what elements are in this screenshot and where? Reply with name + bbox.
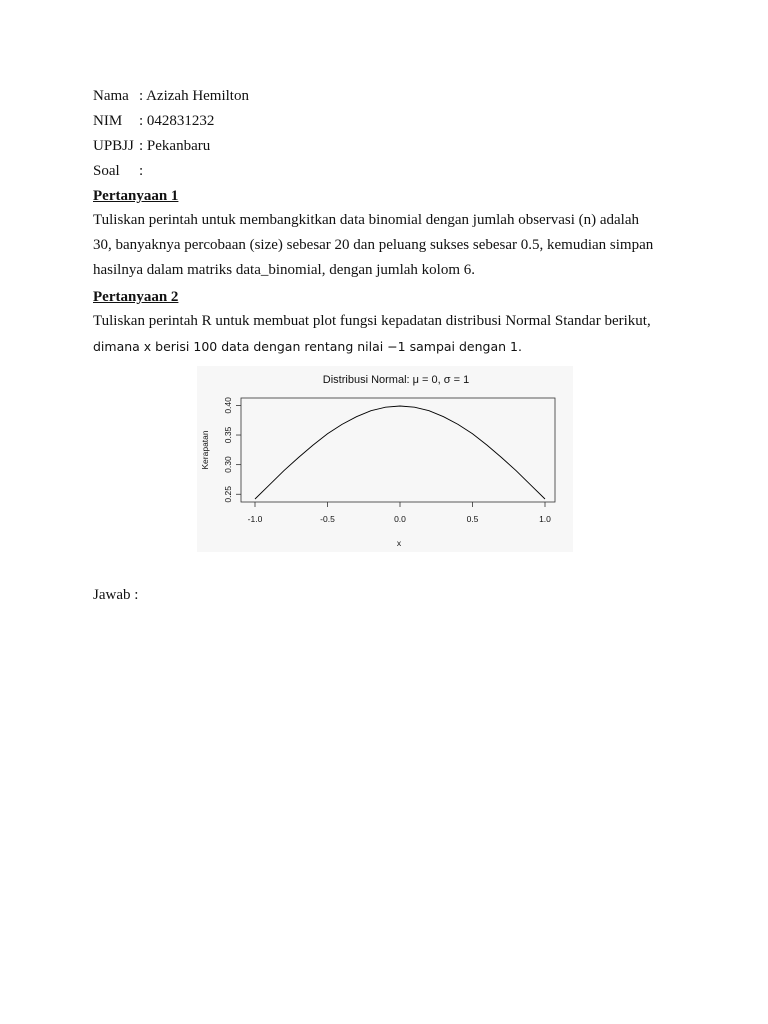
question-2-text: [93, 309, 675, 359]
nim-row: [93, 112, 214, 130]
x-axis-label: x: [396, 538, 402, 548]
question-1-line-3: hasilnya dalam matriks data_binomial, dengan jumlah kolom 6.: [93, 262, 476, 278]
x-tick-label: -1.0: [247, 514, 263, 524]
y-axis-label: Kerapatan: [200, 430, 210, 470]
question-2-heading: Pertanyaan 2: [93, 289, 179, 305]
upbjj-label: UPBJJ: [93, 138, 134, 154]
density-chart: [197, 366, 573, 552]
upbjj-value: : Pekanbaru: [139, 138, 211, 154]
question-1-line-1: Tuliskan perintah untuk membangkitkan data binomial dengan jumlah observasi (n) adalah: [93, 212, 639, 228]
chart-title: Distribusi Normal: μ = 0, σ = 1: [322, 374, 470, 386]
y-tick-label: 0.35: [223, 426, 233, 444]
x-tick-label: -0.5: [320, 514, 335, 524]
y-tick-label: 0.30: [223, 456, 233, 473]
x-axis: [248, 502, 552, 524]
question-1-heading: Pertanyaan 1: [93, 188, 179, 204]
nama-label: Nama: [93, 88, 129, 104]
y-axis: [223, 397, 241, 503]
nama-row: [93, 87, 249, 105]
density-line: [255, 406, 545, 499]
y-tick-label: 0.25: [223, 486, 233, 503]
soal-value: :: [139, 163, 144, 179]
question-1-line-2: 30, banyaknya percobaan (size) sebesar 20 dan peluang sukses sebesar 0.5, kemudian simpan: [93, 237, 654, 253]
soal-label: Soal: [93, 163, 120, 179]
question-2-line-1: Tuliskan perintah R untuk membuat plot fungsi kepadatan distribusi Normal Standar berikut,: [93, 313, 651, 329]
soal-row: [93, 162, 143, 180]
answer-label: Jawab :: [93, 587, 139, 603]
y-tick-label: 0.40: [223, 397, 233, 414]
normal-distribution-figure: [197, 366, 573, 552]
question-1-text: [93, 208, 675, 283]
x-tick-label: 1.0: [539, 514, 551, 524]
x-tick-label: 0.5: [466, 514, 479, 524]
plot-frame: [241, 398, 555, 502]
nim-label: NIM: [93, 113, 123, 129]
nama-value: : Azizah Hemilton: [139, 88, 249, 104]
upbjj-row: [93, 137, 210, 155]
nim-value: : 042831232: [139, 113, 215, 129]
question-2-line-2: dimana x berisi 100 data dengan rentang nilai −1 sampai dengan 1.: [93, 339, 522, 354]
x-tick-label: 0.0: [394, 514, 406, 524]
